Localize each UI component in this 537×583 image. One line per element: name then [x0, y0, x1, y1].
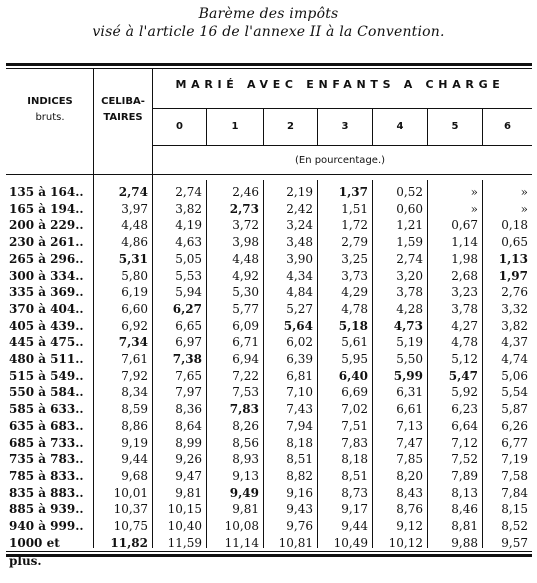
cell-children-2: 3,90	[286, 251, 313, 266]
cell-children-6: 7,58	[501, 468, 528, 483]
row-index-range: 230 à 261..	[9, 235, 84, 250]
table-row	[0, 350, 537, 368]
cell-children-3: 4,78	[341, 301, 368, 316]
cell-children-3: 6,69	[341, 385, 368, 400]
row-index-range: 585 à 633..	[9, 402, 84, 417]
row-index-range: 835 à 883..	[9, 485, 84, 500]
cell-children-1: 9,81	[232, 502, 259, 517]
table-caption-subtitle: visé à l'article 16 de l'annexe II à la Convention.	[92, 24, 445, 40]
cell-children-5: 7,12	[451, 435, 478, 450]
cell-children-0: 6,27	[172, 301, 202, 316]
table-row	[0, 383, 537, 401]
cell-children-1: 3,72	[232, 218, 259, 233]
cell-children-1: 9,49	[229, 485, 259, 500]
cell-children-1: 11,14	[224, 535, 259, 550]
cell-children-3: 5,95	[341, 352, 368, 366]
cell-children-4: 7,47	[396, 435, 423, 450]
cell-children-0: 7,38	[172, 352, 202, 366]
table-row	[0, 333, 537, 351]
cell-children-5: 8,46	[451, 502, 478, 517]
cell-children-5: 9,88	[451, 535, 478, 550]
cell-children-4: 4,28	[396, 301, 423, 316]
children-header-underline	[152, 145, 532, 146]
cell-children-1: 3,98	[232, 235, 259, 250]
cell-children-2: 6,39	[286, 352, 313, 366]
cell-children-6: 3,32	[501, 301, 528, 316]
cell-children-4: 9,12	[396, 519, 423, 533]
top-rule	[6, 63, 532, 66]
unit-note: (En pourcentage.)	[294, 155, 386, 166]
cell-children-4: 7,85	[396, 452, 423, 467]
cell-celibataires: 6,60	[121, 301, 148, 316]
cell-children-1: 7,22	[232, 368, 259, 383]
cell-children-4: 1,59	[396, 235, 423, 250]
cell-celibataires: 4,48	[121, 218, 148, 233]
table-row	[0, 250, 537, 268]
header-bottom-rule	[6, 174, 532, 175]
table-row	[0, 484, 537, 502]
header-celibataires: CELIBA-	[101, 96, 145, 107]
cell-children-6: 6,77	[501, 435, 528, 450]
row-index-range: 480 à 511..	[9, 352, 84, 366]
cell-children-2: 9,76	[286, 519, 313, 533]
cell-children-1: 8,26	[232, 418, 259, 433]
cell-children-0: 10,15	[167, 502, 202, 517]
cell-children-5: 0,67	[451, 218, 478, 233]
header-children-2: 2	[287, 121, 294, 132]
table-row	[0, 317, 537, 335]
cell-children-0: 5,94	[175, 285, 202, 300]
cell-children-0: 8,99	[175, 435, 202, 450]
cell-children-2: 3,24	[286, 218, 313, 233]
row-index-range: 300 à 334..	[9, 268, 84, 283]
header-children-6: 6	[504, 121, 511, 132]
cell-children-3: 3,25	[341, 251, 368, 266]
cell-celibataires: 5,80	[121, 268, 148, 283]
cell-children-0: 6,97	[175, 335, 202, 350]
cell-children-5: 7,52	[451, 452, 478, 467]
cell-children-0: 8,64	[175, 418, 202, 433]
row-index-range: 940 à 999..	[9, 519, 84, 533]
table-row	[0, 300, 537, 318]
cell-children-6: 8,15	[501, 502, 528, 517]
cell-children-3: 2,79	[341, 235, 368, 250]
row-index-range: 370 à 404..	[9, 301, 84, 316]
cell-children-1: 9,13	[232, 468, 259, 483]
cell-children-6: 7,19	[501, 452, 528, 467]
table-row	[0, 467, 537, 485]
table-row	[0, 183, 537, 201]
cell-children-2: 9,43	[286, 502, 313, 517]
cell-celibataires: 11,82	[110, 535, 148, 550]
cell-children-2: 7,10	[286, 385, 313, 400]
cell-children-2: 7,43	[286, 402, 313, 417]
cell-children-6: 9,57	[501, 535, 528, 550]
cell-children-6: 1,97	[498, 268, 528, 283]
cell-children-4: 5,99	[393, 368, 423, 383]
bottom-rule	[6, 554, 532, 557]
cell-children-1: 4,92	[232, 268, 259, 283]
cell-children-2: 7,94	[286, 418, 313, 433]
cell-celibataires: 6,92	[121, 318, 148, 333]
cell-children-0: 2,74	[175, 185, 202, 199]
cell-celibataires: 9,68	[121, 468, 148, 483]
cell-children-0: 5,53	[175, 268, 202, 283]
header-children-4: 4	[396, 121, 404, 132]
table-row	[0, 534, 537, 568]
row-index-range: 1000 et plus.	[9, 535, 60, 568]
cell-children-3: 5,18	[338, 318, 368, 333]
cell-celibataires: 10,37	[113, 502, 148, 517]
row-index-range: 265 à 296..	[9, 251, 84, 266]
cell-children-4: 5,19	[396, 335, 423, 350]
cell-children-5: 8,81	[451, 519, 478, 533]
cell-children-3: 1,37	[338, 185, 368, 199]
cell-children-4: 6,61	[396, 402, 423, 417]
cell-celibataires: 5,31	[118, 251, 148, 266]
cell-celibataires: 3,97	[121, 201, 148, 216]
header-married: MARIÉ AVEC ENFANTS A CHARGE	[175, 78, 505, 91]
cell-children-0: 9,26	[175, 452, 202, 467]
header-indices: INDICES	[27, 96, 73, 107]
table-row	[0, 434, 537, 452]
table-row	[0, 500, 537, 518]
row-index-range: 735 à 783..	[9, 452, 84, 467]
header-children-0: 0	[176, 121, 183, 132]
cell-children-4: 2,74	[396, 251, 423, 266]
cell-children-3: 6,40	[338, 368, 368, 383]
cell-children-5: 6,23	[451, 402, 478, 417]
cell-celibataires: 8,34	[121, 385, 148, 400]
cell-children-0: 8,36	[175, 402, 202, 417]
cell-celibataires: 8,86	[121, 418, 148, 433]
row-index-range: 550 à 584..	[9, 385, 84, 400]
cell-celibataires: 8,59	[121, 402, 148, 417]
cell-children-0: 4,63	[175, 235, 202, 250]
cell-children-1: 5,77	[232, 301, 259, 316]
cell-children-0: 9,47	[175, 468, 202, 483]
cell-celibataires: 9,44	[121, 452, 148, 467]
cell-celibataires: 7,92	[121, 368, 148, 383]
cell-children-3: 1,72	[341, 218, 368, 233]
table-row	[0, 283, 537, 301]
cell-children-2: 6,02	[286, 335, 313, 350]
cell-children-2: 10,81	[278, 535, 313, 550]
cell-children-4: 7,13	[396, 418, 423, 433]
table-row	[0, 267, 537, 285]
cell-children-6: »	[520, 201, 528, 216]
cell-children-6: 7,84	[501, 485, 528, 500]
cell-children-0: 10,40	[167, 519, 202, 533]
cell-children-3: 8,73	[341, 485, 368, 500]
cell-children-1: 6,09	[232, 318, 259, 333]
cell-children-4: 5,50	[396, 352, 423, 366]
cell-children-4: 8,43	[396, 485, 423, 500]
cell-children-1: 2,73	[229, 201, 259, 216]
row-index-range: 885 à 939..	[9, 502, 84, 517]
row-index-range: 685 à 733..	[9, 435, 84, 450]
cell-children-1: 4,48	[232, 251, 259, 266]
cell-celibataires: 7,34	[118, 335, 148, 350]
row-index-range: 785 à 833..	[9, 468, 84, 483]
cell-children-6: 2,76	[501, 285, 528, 300]
cell-children-5: 4,27	[451, 318, 478, 333]
cell-children-3: 9,17	[341, 502, 368, 517]
table-row	[0, 233, 537, 251]
cell-children-5: 3,23	[451, 285, 478, 300]
cell-children-4: 1,21	[396, 218, 423, 233]
header-children-3: 3	[341, 121, 349, 132]
cell-children-5: 1,98	[451, 251, 478, 266]
table-row	[0, 417, 537, 435]
cell-children-2: 2,42	[286, 201, 313, 216]
cell-children-6: 6,26	[501, 418, 528, 433]
cell-celibataires: 10,01	[113, 485, 148, 500]
row-index-range: 445 à 475..	[9, 335, 84, 350]
cell-children-5: 1,14	[451, 235, 478, 250]
cell-children-5: 8,13	[451, 485, 478, 500]
cell-children-0: 11,59	[167, 535, 202, 550]
cell-children-0: 7,65	[175, 368, 202, 383]
cell-children-1: 8,93	[232, 452, 259, 467]
cell-children-2: 4,34	[286, 268, 313, 283]
cell-children-0: 9,81	[175, 485, 202, 500]
cell-celibataires: 10,75	[113, 519, 148, 533]
cell-children-3: 10,49	[333, 535, 368, 550]
row-index-range: 635 à 683..	[9, 418, 84, 433]
cell-children-6: 5,06	[501, 368, 528, 383]
row-index-range: 335 à 369..	[9, 285, 84, 300]
cell-children-5: »	[470, 201, 478, 216]
cell-children-1: 6,71	[232, 335, 259, 350]
cell-children-1: 10,08	[224, 519, 259, 533]
row-index-range: 165 à 194..	[9, 201, 84, 216]
cell-children-2: 3,48	[286, 235, 313, 250]
cell-children-5: 5,92	[451, 385, 478, 400]
cell-children-4: 4,73	[393, 318, 423, 333]
cell-children-4: 8,20	[396, 468, 423, 483]
table-caption-title: Barème des impôts	[198, 6, 339, 22]
cell-children-0: 6,65	[175, 318, 202, 333]
cell-children-1: 5,30	[232, 285, 259, 300]
cell-children-1: 8,56	[232, 435, 259, 450]
cell-children-0: 3,82	[175, 201, 202, 216]
cell-children-6: 4,37	[501, 335, 528, 350]
header-children-5: 5	[451, 121, 459, 132]
cell-children-5: »	[470, 185, 478, 199]
cell-children-3: 9,44	[341, 519, 368, 533]
row-index-range: 405 à 439..	[9, 318, 84, 333]
header-indices-sub: bruts.	[35, 112, 65, 123]
cell-children-3: 8,51	[341, 468, 368, 483]
cell-children-2: 9,16	[286, 485, 313, 500]
table-row	[0, 450, 537, 468]
cell-children-5: 4,78	[451, 335, 478, 350]
cell-children-3: 5,61	[341, 335, 368, 350]
cell-children-0: 4,19	[175, 218, 202, 233]
table-row	[0, 367, 537, 385]
cell-children-2: 6,81	[286, 368, 313, 383]
top-rule-thin	[6, 68, 532, 69]
cell-celibataires: 9,19	[121, 435, 148, 450]
cell-children-6: 5,54	[501, 385, 528, 400]
cell-celibataires: 2,74	[118, 185, 148, 199]
cell-children-5: 2,68	[451, 268, 478, 283]
cell-children-4: 8,76	[396, 502, 423, 517]
cell-children-6: 0,65	[501, 235, 528, 250]
table-row	[0, 400, 537, 418]
cell-children-2: 8,51	[286, 452, 313, 467]
cell-children-1: 7,83	[229, 402, 259, 417]
cell-children-4: 0,52	[396, 185, 423, 199]
cell-children-2: 5,27	[286, 301, 313, 316]
cell-children-5: 7,89	[451, 468, 478, 483]
cell-children-3: 8,18	[341, 452, 368, 467]
cell-children-2: 4,84	[286, 285, 313, 300]
cell-children-5: 5,47	[448, 368, 478, 383]
cell-children-0: 7,97	[175, 385, 202, 400]
cell-celibataires: 4,86	[121, 235, 148, 250]
cell-celibataires: 7,61	[121, 352, 148, 366]
cell-children-3: 7,02	[341, 402, 368, 417]
cell-children-5: 5,12	[451, 352, 478, 366]
table-row	[0, 216, 537, 234]
row-index-range: 515 à 549..	[9, 368, 84, 383]
header-celibataires-cont: TAIRES	[103, 112, 143, 123]
cell-children-3: 3,73	[341, 268, 368, 283]
cell-children-2: 8,82	[286, 468, 313, 483]
cell-children-4: 0,60	[396, 201, 423, 216]
cell-children-6: 0,18	[501, 218, 528, 233]
cell-children-2: 2,19	[286, 185, 313, 199]
cell-children-6: 4,74	[501, 352, 528, 366]
cell-celibataires: 6,19	[121, 285, 148, 300]
cell-children-2: 8,18	[286, 435, 313, 450]
cell-children-6: 1,13	[498, 251, 528, 266]
cell-children-6: 8,52	[501, 519, 528, 533]
cell-children-1: 6,94	[232, 352, 259, 366]
cell-children-4: 3,20	[396, 268, 423, 283]
cell-children-5: 6,64	[451, 418, 478, 433]
cell-children-4: 6,31	[396, 385, 423, 400]
cell-children-2: 5,64	[283, 318, 313, 333]
cell-children-4: 3,78	[396, 285, 423, 300]
cell-children-3: 1,51	[341, 201, 368, 216]
cell-children-3: 7,51	[341, 418, 368, 433]
cell-children-3: 7,83	[341, 435, 368, 450]
cell-children-6: 3,82	[501, 318, 528, 333]
table-row	[0, 200, 537, 218]
header-children-1: 1	[231, 121, 239, 132]
cell-children-6: »	[520, 185, 528, 199]
cell-children-1: 7,53	[232, 385, 259, 400]
cell-children-6: 5,87	[501, 402, 528, 417]
married-header-underline	[152, 108, 532, 109]
cell-children-1: 2,46	[232, 185, 259, 199]
table-row	[0, 517, 537, 535]
row-index-range: 200 à 229..	[9, 218, 84, 233]
cell-children-4: 10,12	[388, 535, 423, 550]
cell-children-3: 4,29	[341, 285, 368, 300]
cell-children-0: 5,05	[175, 251, 202, 266]
cell-children-5: 3,78	[451, 301, 478, 316]
row-index-range: 135 à 164..	[9, 185, 84, 199]
